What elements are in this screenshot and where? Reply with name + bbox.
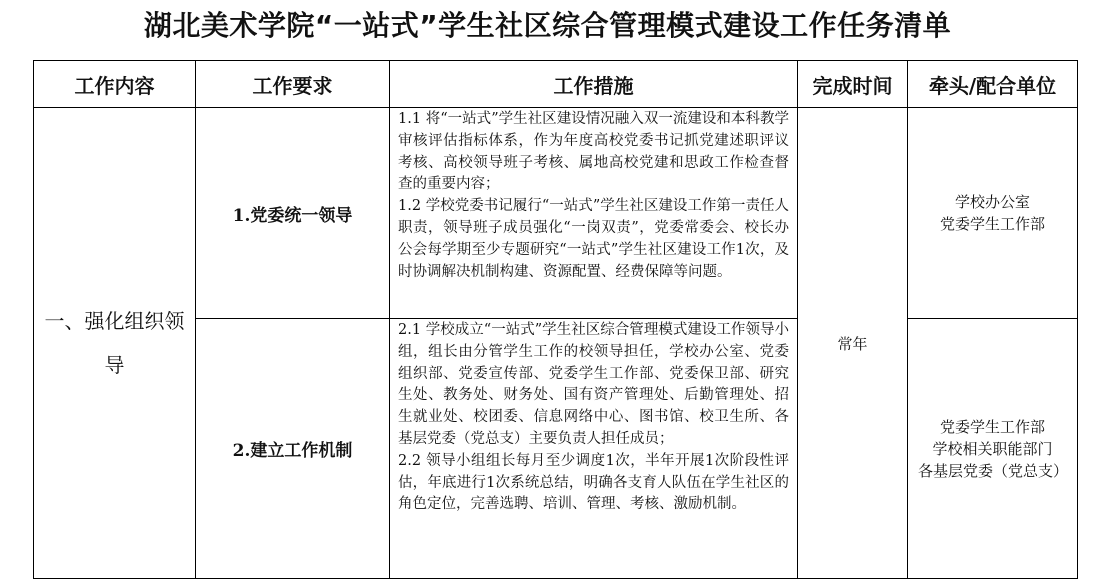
responsible-unit-cell: 党委学生工作部 学校相关职能部门 各基层党委（党总支） (908, 319, 1078, 579)
header-unit: 牵头/配合单位 (908, 61, 1078, 108)
responsible-unit-cell: 学校办公室 党委学生工作部 (908, 108, 1078, 319)
header-measures: 工作措施 (390, 61, 798, 108)
work-measures-cell: 2.1 学校成立“一站式”学生社区综合管理模式建设工作领导小组，组长由分管学生工作的校领导担任，学校办公室、党委组织部、党委宣传部、党委学生工作部、党委保卫部、研究生处、教务处、财务处、国有资产管理处、后勤管理处、招生就业处、校团委、信息网络中心、图书馆、校卫生所、各基层党委（党总支）主要负责人担任成员； 2.2 领导小组组长每月至少调度1次，半年开展1次阶段性评估，年底进行1次系统总结，明确各支育人队伍在学生社区的角色定位，完善选聘、培训、管理、考核、激励机制。 (390, 319, 798, 579)
table-row (34, 108, 1078, 319)
work-measures-cell: 1.1 将“一站式”学生社区建设情况融入双一流建设和本科教学审核评估指标体系，作为年度高校党委书记抓党建述职评议考核、高校领导班子考核、属地高校党建和思政工作检查督查的重要内容； 1.2 学校党委书记履行“一站式”学生社区建设工作第一责任人职责，领导班子成员强化“一岗双责”，党委常委会、校长办公会每学期至少专题研究“一站式”学生社区建设工作1次，及时协调解决机制构建、资源配置、经费保障等问题。 (390, 108, 798, 319)
work-requirement-cell: 2.建立工作机制 (196, 319, 390, 579)
header-time: 完成时间 (798, 61, 908, 108)
page-title: 湖北美术学院“一站式”学生社区综合管理模式建设工作任务清单 (143, 9, 952, 42)
header-content: 工作内容 (34, 61, 196, 108)
task-table (33, 60, 1078, 579)
work-content-cell: 一、强化组织领导 (34, 108, 196, 579)
table-header-row (34, 61, 1078, 108)
work-requirement-cell: 1.党委统一领导 (196, 108, 390, 319)
completion-time-cell: 常年 (798, 108, 908, 579)
header-requirement: 工作要求 (196, 61, 390, 108)
